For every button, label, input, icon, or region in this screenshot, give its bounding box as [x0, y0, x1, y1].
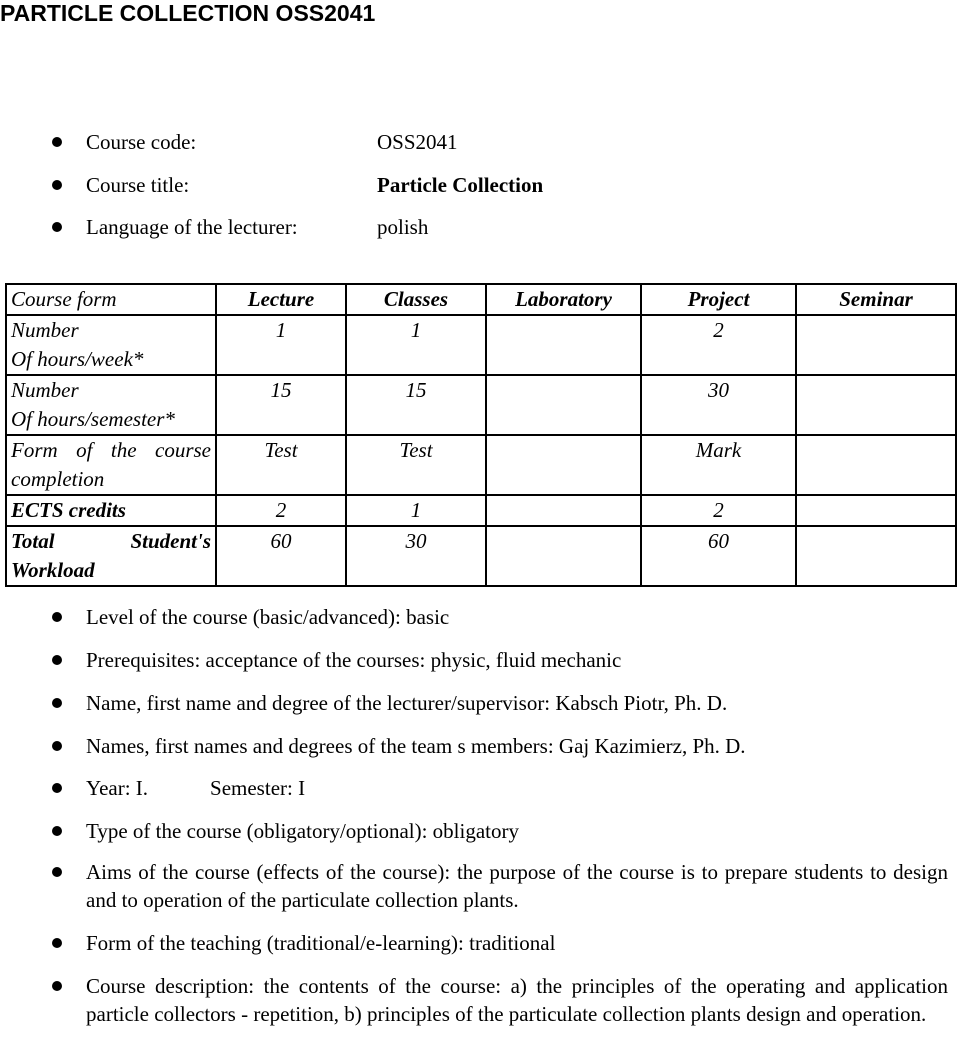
year-text: Year: I.	[86, 776, 149, 800]
laboratory-cell	[486, 375, 641, 435]
header-course-form: Course form	[6, 284, 216, 315]
team-text: Names, first names and degrees of the team s members: Gaj Kazimierz, Ph. D.	[86, 734, 746, 758]
classes-cell: Test	[346, 435, 486, 495]
form-of-teaching-text: Form of the teaching (traditional/e-learning): traditional	[86, 931, 556, 955]
project-cell: 2	[641, 495, 796, 526]
type-text: Type of the course (obligatory/optional): obligatory	[86, 819, 520, 843]
table-row	[6, 375, 956, 435]
course-code-value: OSS2041	[377, 130, 458, 154]
project-cell: 60	[641, 526, 796, 586]
project-cell: Mark	[641, 435, 796, 495]
info-course-code	[0, 127, 960, 157]
table-row	[6, 315, 956, 375]
course-title-value: Particle Collection	[377, 173, 544, 197]
row-label-line: Of hours/week*	[11, 347, 144, 371]
lecturer-text: Name, first name and degree of the lecturer/supervisor: Kabsch Piotr, Ph. D.	[86, 691, 728, 715]
lecture-cell: Test	[216, 435, 346, 495]
row-label	[6, 315, 216, 375]
prerequisites-text: Prerequisites: acceptance of the courses: physic, fluid mechanic	[86, 648, 622, 672]
row-label-line: completion	[11, 467, 105, 491]
table-row	[6, 526, 956, 586]
header-laboratory: Laboratory	[486, 284, 641, 315]
project-cell: 30	[641, 375, 796, 435]
bullet-icon	[52, 180, 62, 190]
classes-cell: 1	[346, 495, 486, 526]
header-project: Project	[641, 284, 796, 315]
classes-cell: 30	[346, 526, 486, 586]
info-language	[0, 212, 960, 242]
row-label-line: Of hours/semester*	[11, 407, 175, 431]
bullet-icon	[52, 222, 62, 232]
row-label	[6, 526, 216, 586]
row-label-line: Form of the course	[11, 438, 211, 462]
seminar-cell	[796, 526, 956, 586]
table-row	[6, 435, 956, 495]
seminar-cell	[796, 315, 956, 375]
row-label-line: Total Student's	[11, 529, 211, 553]
header-seminar: Seminar	[796, 284, 956, 315]
seminar-cell	[796, 435, 956, 495]
aims-text: Aims of the course (effects of the course): the purpose of the course is to prepare students to design and to operation of the particulate collection plants.	[86, 860, 948, 912]
laboratory-cell	[486, 495, 641, 526]
bullet-icon	[52, 741, 62, 751]
table-header-row	[6, 284, 956, 315]
row-label	[6, 495, 216, 526]
lecture-cell: 60	[216, 526, 346, 586]
bullet-icon	[52, 698, 62, 708]
bullet-icon	[52, 783, 62, 793]
course-form-table	[5, 283, 957, 587]
lecture-cell: 15	[216, 375, 346, 435]
row-label-line: Workload	[11, 558, 95, 582]
bullet-icon	[52, 981, 62, 991]
row-label	[6, 375, 216, 435]
row-label-line: Number	[11, 378, 79, 402]
description-text: Course description: the contents of the course: a) the principles of the operating and application particle collectors - repetition, b) principles of the particulate collection plants design and operation.	[86, 974, 948, 1026]
bullet-icon	[52, 655, 62, 665]
row-label-line: Number	[11, 318, 79, 342]
info-course-title	[0, 170, 960, 200]
bullet-icon	[52, 137, 62, 147]
row-label	[6, 435, 216, 495]
level-text: Level of the course (basic/advanced): basic	[86, 605, 450, 629]
seminar-cell	[796, 495, 956, 526]
year-semester-text	[86, 774, 948, 802]
language-value: polish	[377, 215, 429, 239]
laboratory-cell	[486, 315, 641, 375]
table-row	[6, 495, 956, 526]
bullet-icon	[52, 938, 62, 948]
classes-cell: 1	[346, 315, 486, 375]
seminar-cell	[796, 375, 956, 435]
language-label: Language of the lecturer:	[86, 215, 298, 239]
laboratory-cell	[486, 526, 641, 586]
laboratory-cell	[486, 435, 641, 495]
course-title-label: Course title:	[86, 173, 190, 197]
semester-text: Semester: I	[210, 776, 306, 800]
page-title: PARTICLE COLLECTION OSS2041	[0, 0, 376, 26]
lecture-cell: 1	[216, 315, 346, 375]
lecture-cell: 2	[216, 495, 346, 526]
header-classes: Classes	[346, 284, 486, 315]
bullet-icon	[52, 612, 62, 622]
row-label-line: ECTS credits	[11, 498, 126, 522]
classes-cell: 15	[346, 375, 486, 435]
header-lecture: Lecture	[216, 284, 346, 315]
bullet-icon	[52, 867, 62, 877]
bullet-icon	[52, 826, 62, 836]
project-cell: 2	[641, 315, 796, 375]
course-code-label: Course code:	[86, 130, 197, 154]
